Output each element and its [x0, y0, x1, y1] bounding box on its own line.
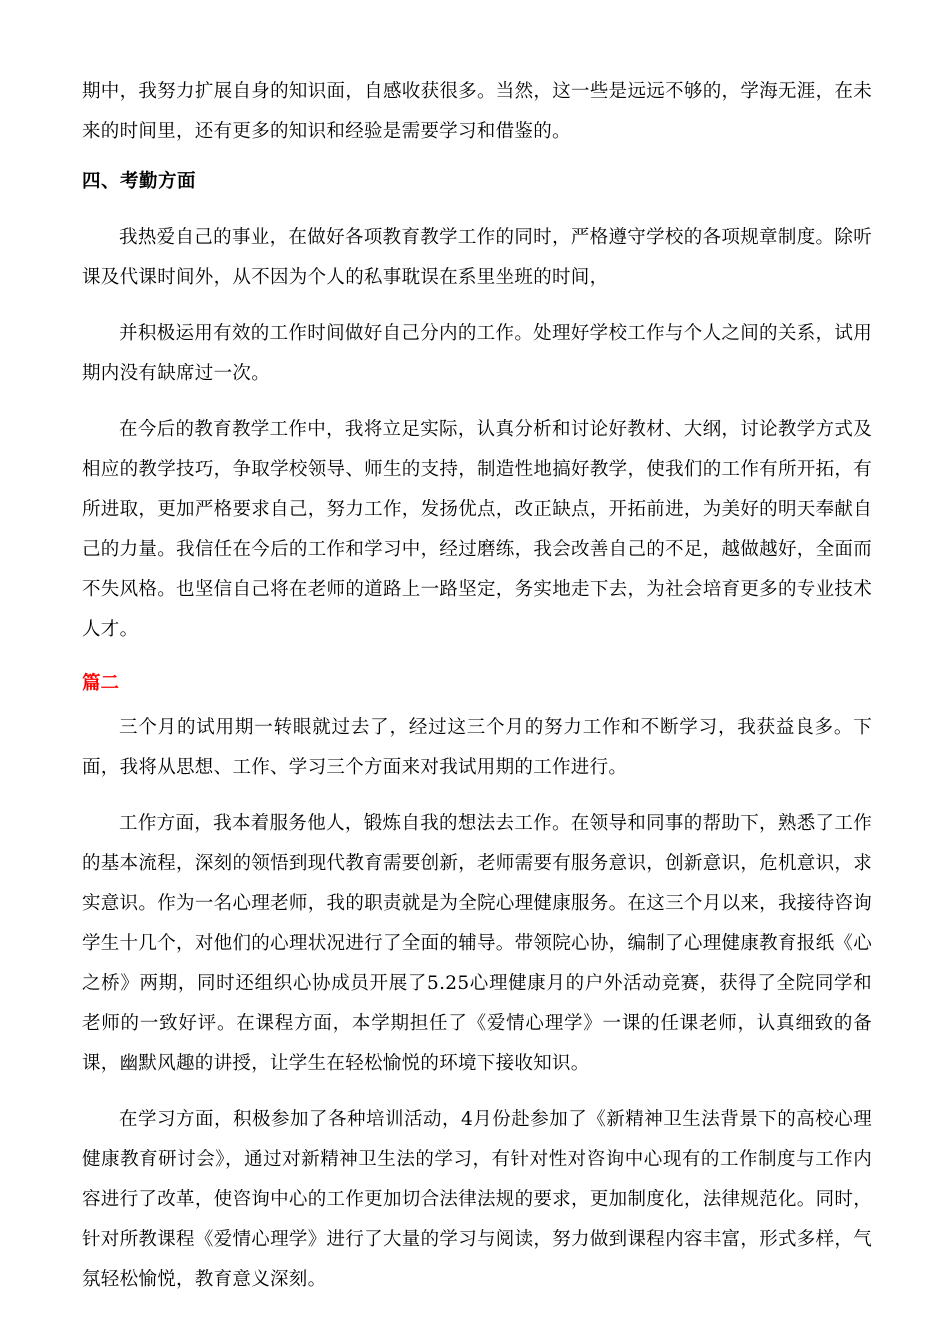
section-title-part-two: 篇二	[82, 673, 120, 694]
paragraph-attendance-2: 并积极运用有效的工作时间做好自己分内的工作。处理好学校工作与个人之间的关系，试用期内没有缺席过一次。	[82, 323, 872, 384]
paragraph-continuation: 期中，我努力扩展自身的知识面，自感收获很多。当然，这一些是远远不够的，学海无涯，在未来的时间里，还有更多的知识和经验是需要学习和借鉴的。	[82, 81, 872, 142]
paragraph-study-aspect: 在学习方面，积极参加了各种培训活动，4月份赴参加了《新精神卫生法背景下的高校心理健康教育研讨会》，通过对新精神卫生法的学习，有针对性对咨询中心现有的工作制度与工作内容进行了改革，使咨询中心的工作更加切合法律法规的要求，更加制度化，法律规范化。同时，针对所教课程《爱情心理学》进行了大量的学习与阅读，努力做到课程内容丰富，形式多样，气氛轻松愉悦，教育意义深刻。	[82, 1109, 872, 1290]
paragraph-probation-intro: 三个月的试用期一转眼就过去了，经过这三个月的努力工作和不断学习，我获益良多。下面，我将从思想、工作、学习三个方面来对我试用期的工作进行。	[82, 717, 872, 778]
document-body	[82, 72, 872, 1316]
paragraph-work-aspect: 工作方面，我本着服务他人，锻炼自我的想法去工作。在领导和同事的帮助下，熟悉了工作的基本流程，深刻的领悟到现代教育需要创新，老师需要有服务意识，创新意识，危机意识，求实意识。作为一名心理老师，我的职责就是为全院心理健康服务。在这三个月以来，我接待咨询学生十几个，对他们的心理状况进行了全面的辅导。带领院心协，编制了心理健康教育报纸《心之桥》两期，同时还组织心协成员开展了5.25心理健康月的户外活动竞赛，获得了全院同学和老师的一致好评。在课程方面，本学期担任了《爱情心理学》一课的任课老师，认真细致的备课，幽默风趣的讲授，让学生在轻松愉悦的环境下接收知识。	[82, 813, 872, 1074]
section-heading-attendance: 四、考勤方面	[82, 171, 197, 192]
paragraph-future-work: 在今后的教育教学工作中，我将立足实际，认真分析和讨论好教材、大纲，讨论教学方式及相应的教学技巧，争取学校领导、师生的支持，制造性地搞好教学，使我们的工作有所开拓，有所进取，更加严格要求自己，努力工作，发扬优点，改正缺点，开拓前进，为美好的明天奉献自己的力量。我信任在今后的工作和学习中，经过磨练，我会改善自己的不足，越做越好，全面而不失风格。也坚信自己将在老师的道路上一路坚定，务实地走下去，为社会培育更多的专业技术人才。	[82, 419, 872, 640]
paragraph-attendance-1: 我热爱自己的事业，在做好各项教育教学工作的同时，严格遵守学校的各项规章制度。除听课及代课时间外，从不因为个人的私事耽误在系里坐班的时间，	[82, 227, 872, 288]
